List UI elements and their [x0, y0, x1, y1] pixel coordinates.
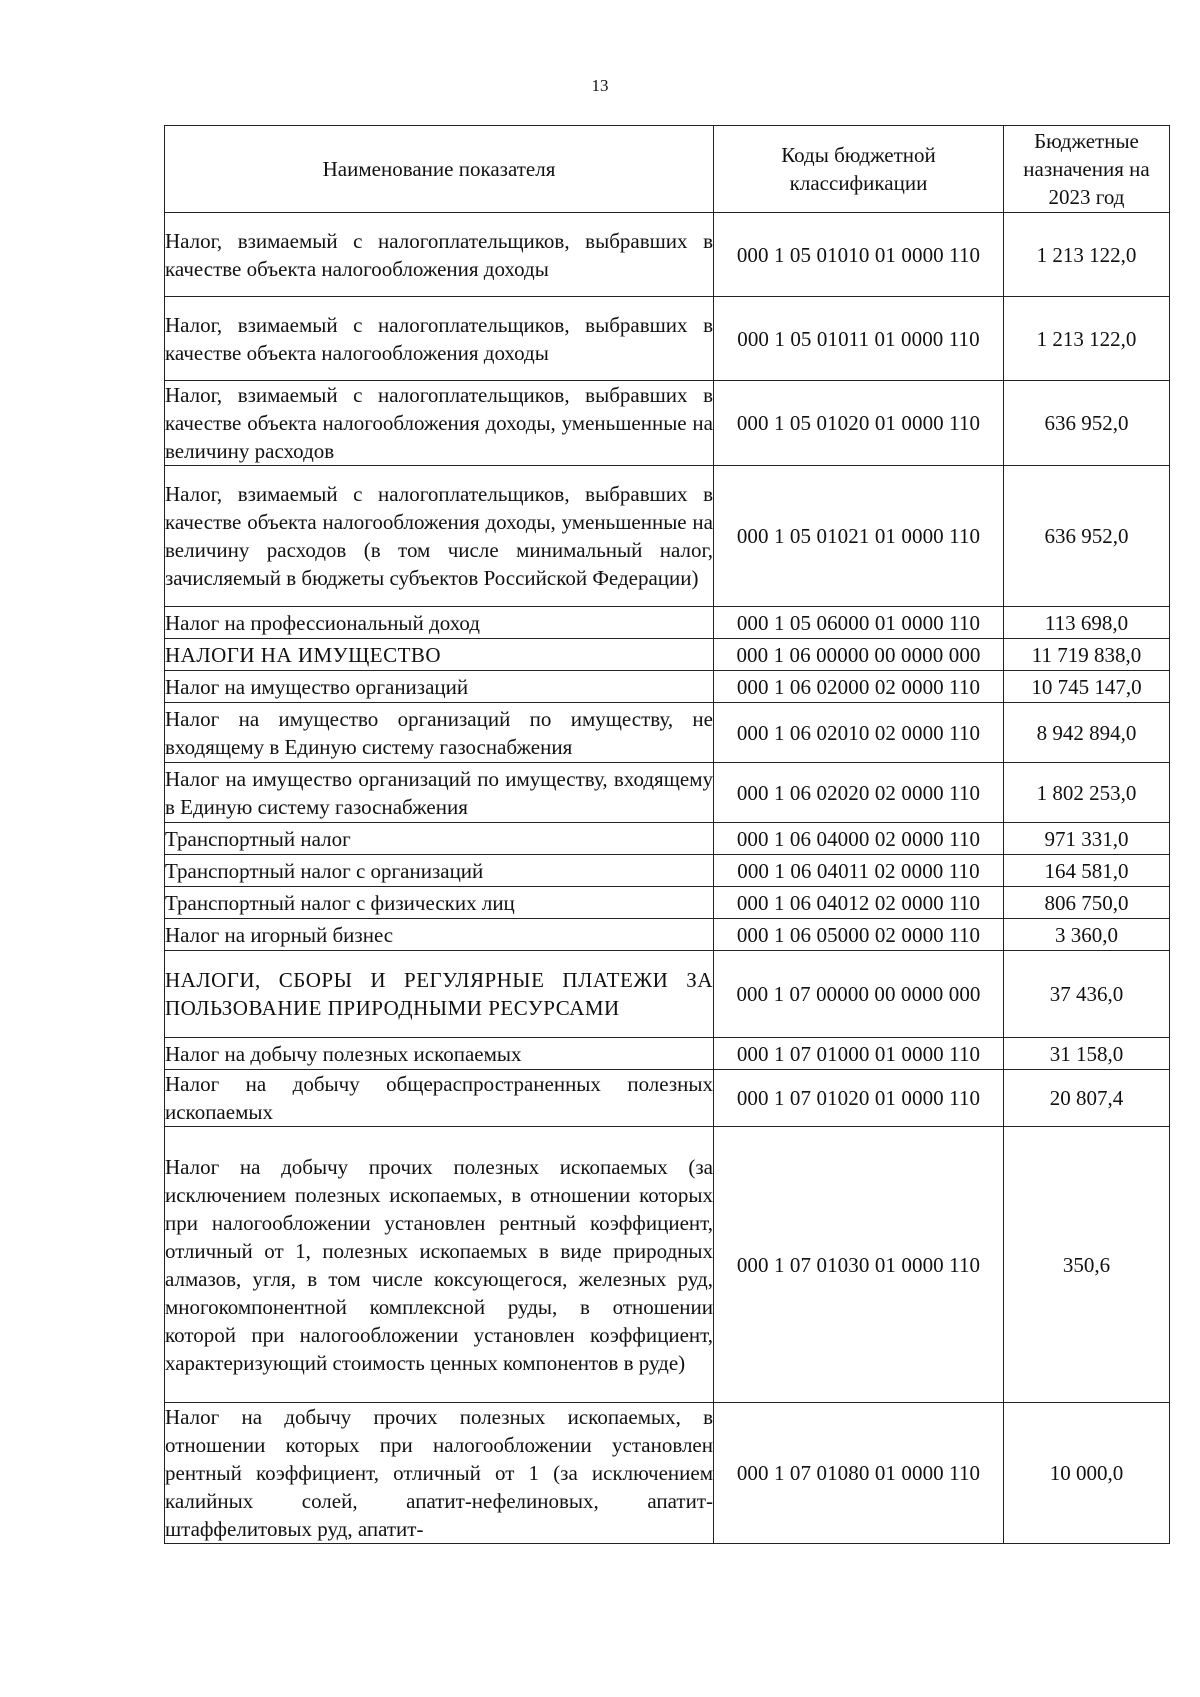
- row-amount: 971 331,0: [1004, 823, 1170, 855]
- table-row: [165, 1070, 1170, 1127]
- table-row: [165, 607, 1170, 639]
- row-code: 000 1 05 01020 01 0000 110: [714, 381, 1004, 466]
- table-row: [165, 297, 1170, 381]
- row-name: Налог, взимаемый с налогоплательщиков, выбравших в качестве объекта налогообложения доходы, уменьшенные на величину расходов (в том числе минимальный налог, зачисляемый в бюджеты субъектов Российской Федерации): [165, 466, 714, 607]
- table-row: [165, 887, 1170, 919]
- row-name: Налог на добычу общераспространенных полезных ископаемых: [165, 1070, 714, 1127]
- row-code: 000 1 05 01010 01 0000 110: [714, 213, 1004, 297]
- row-name: Налог на игорный бизнес: [165, 919, 714, 951]
- row-amount: 164 581,0: [1004, 855, 1170, 887]
- budget-table: [164, 125, 1170, 1544]
- row-amount: 636 952,0: [1004, 466, 1170, 607]
- row-amount: 11 719 838,0: [1004, 639, 1170, 671]
- row-amount: 806 750,0: [1004, 887, 1170, 919]
- row-amount: 350,6: [1004, 1127, 1170, 1403]
- row-code: 000 1 06 02020 02 0000 110: [714, 763, 1004, 823]
- row-name: НАЛОГИ, СБОРЫ И РЕГУЛЯРНЫЕ ПЛАТЕЖИ ЗА ПОЛЬЗОВАНИЕ ПРИРОДНЫМИ РЕСУРСАМИ: [165, 951, 714, 1038]
- row-name: НАЛОГИ НА ИМУЩЕСТВО: [165, 639, 714, 671]
- table-row: [165, 639, 1170, 671]
- table-row: [165, 855, 1170, 887]
- row-name: Налог на профессиональный доход: [165, 607, 714, 639]
- header-indicator-name: Наименование показателя: [165, 126, 714, 213]
- table-row: [165, 951, 1170, 1038]
- row-name: Налог на имущество организаций по имуществу, входящему в Единую систему газоснабжения: [165, 763, 714, 823]
- table-row: [165, 671, 1170, 703]
- row-name: Налог на добычу полезных ископаемых: [165, 1038, 714, 1070]
- row-code: 000 1 05 06000 01 0000 110: [714, 607, 1004, 639]
- row-name: Транспортный налог с физических лиц: [165, 887, 714, 919]
- row-name: Транспортный налог с организаций: [165, 855, 714, 887]
- row-code: 000 1 07 00000 00 0000 000: [714, 951, 1004, 1038]
- row-amount: 37 436,0: [1004, 951, 1170, 1038]
- row-code: 000 1 06 04000 02 0000 110: [714, 823, 1004, 855]
- row-name: Налог, взимаемый с налогоплательщиков, выбравших в качестве объекта налогообложения доходы: [165, 297, 714, 381]
- header-budget-amount: Бюджетные назначения на 2023 год: [1004, 126, 1170, 213]
- table-row: [165, 919, 1170, 951]
- row-name: Налог на добычу прочих полезных ископаемых (за исключением полезных ископаемых, в отношении которых при налогообложении установлен рентный коэффициент, отличный от 1, полезных ископаемых в виде природных алмазов, угля, в том числе коксующегося, железных руд, многокомпонентной комплексной руды, в отношении которой при налогообложении установлен коэффициент, характеризующий стоимость ценных компонентов в руде): [165, 1127, 714, 1403]
- row-amount: 1 802 253,0: [1004, 763, 1170, 823]
- table-row: [165, 213, 1170, 297]
- table-row: [165, 1038, 1170, 1070]
- row-amount: 1 213 122,0: [1004, 213, 1170, 297]
- table-row: [165, 1127, 1170, 1403]
- row-amount: 636 952,0: [1004, 381, 1170, 466]
- row-name: Транспортный налог: [165, 823, 714, 855]
- table-row: [165, 703, 1170, 763]
- row-code: 000 1 05 01011 01 0000 110: [714, 297, 1004, 381]
- table-row: [165, 466, 1170, 607]
- row-code: 000 1 06 00000 00 0000 000: [714, 639, 1004, 671]
- row-code: 000 1 05 01021 01 0000 110: [714, 466, 1004, 607]
- row-amount: 10 745 147,0: [1004, 671, 1170, 703]
- row-amount: 3 360,0: [1004, 919, 1170, 951]
- row-code: 000 1 07 01080 01 0000 110: [714, 1403, 1004, 1544]
- page-number: 13: [591, 76, 609, 95]
- table-row: [165, 763, 1170, 823]
- table-header-row: [165, 126, 1170, 213]
- row-code: 000 1 06 02010 02 0000 110: [714, 703, 1004, 763]
- row-code: 000 1 06 02000 02 0000 110: [714, 671, 1004, 703]
- row-name: Налог на имущество организаций: [165, 671, 714, 703]
- row-amount: 10 000,0: [1004, 1403, 1170, 1544]
- row-name: Налог на добычу прочих полезных ископаемых, в отношении которых при налогообложении установлен рентный коэффициент, отличный от 1 (за исключением калийных солей, апатит-нефелиновых, апатит-штаффелитовых руд, апатит-: [165, 1403, 714, 1544]
- row-code: 000 1 07 01030 01 0000 110: [714, 1127, 1004, 1403]
- table-row: [165, 381, 1170, 466]
- table-row: [165, 823, 1170, 855]
- row-code: 000 1 07 01000 01 0000 110: [714, 1038, 1004, 1070]
- row-code: 000 1 06 04012 02 0000 110: [714, 887, 1004, 919]
- row-code: 000 1 07 01020 01 0000 110: [714, 1070, 1004, 1127]
- table-row: [165, 1403, 1170, 1544]
- row-amount: 113 698,0: [1004, 607, 1170, 639]
- row-amount: 8 942 894,0: [1004, 703, 1170, 763]
- row-amount: 31 158,0: [1004, 1038, 1170, 1070]
- row-name: Налог, взимаемый с налогоплательщиков, выбравших в качестве объекта налогообложения доходы, уменьшенные на величину расходов: [165, 381, 714, 466]
- row-code: 000 1 06 04011 02 0000 110: [714, 855, 1004, 887]
- header-budget-code: Коды бюджетной классификации: [714, 126, 1004, 213]
- row-name: Налог, взимаемый с налогоплательщиков, выбравших в качестве объекта налогообложения доходы: [165, 213, 714, 297]
- row-code: 000 1 06 05000 02 0000 110: [714, 919, 1004, 951]
- row-amount: 1 213 122,0: [1004, 297, 1170, 381]
- row-amount: 20 807,4: [1004, 1070, 1170, 1127]
- row-name: Налог на имущество организаций по имуществу, не входящему в Единую систему газоснабжения: [165, 703, 714, 763]
